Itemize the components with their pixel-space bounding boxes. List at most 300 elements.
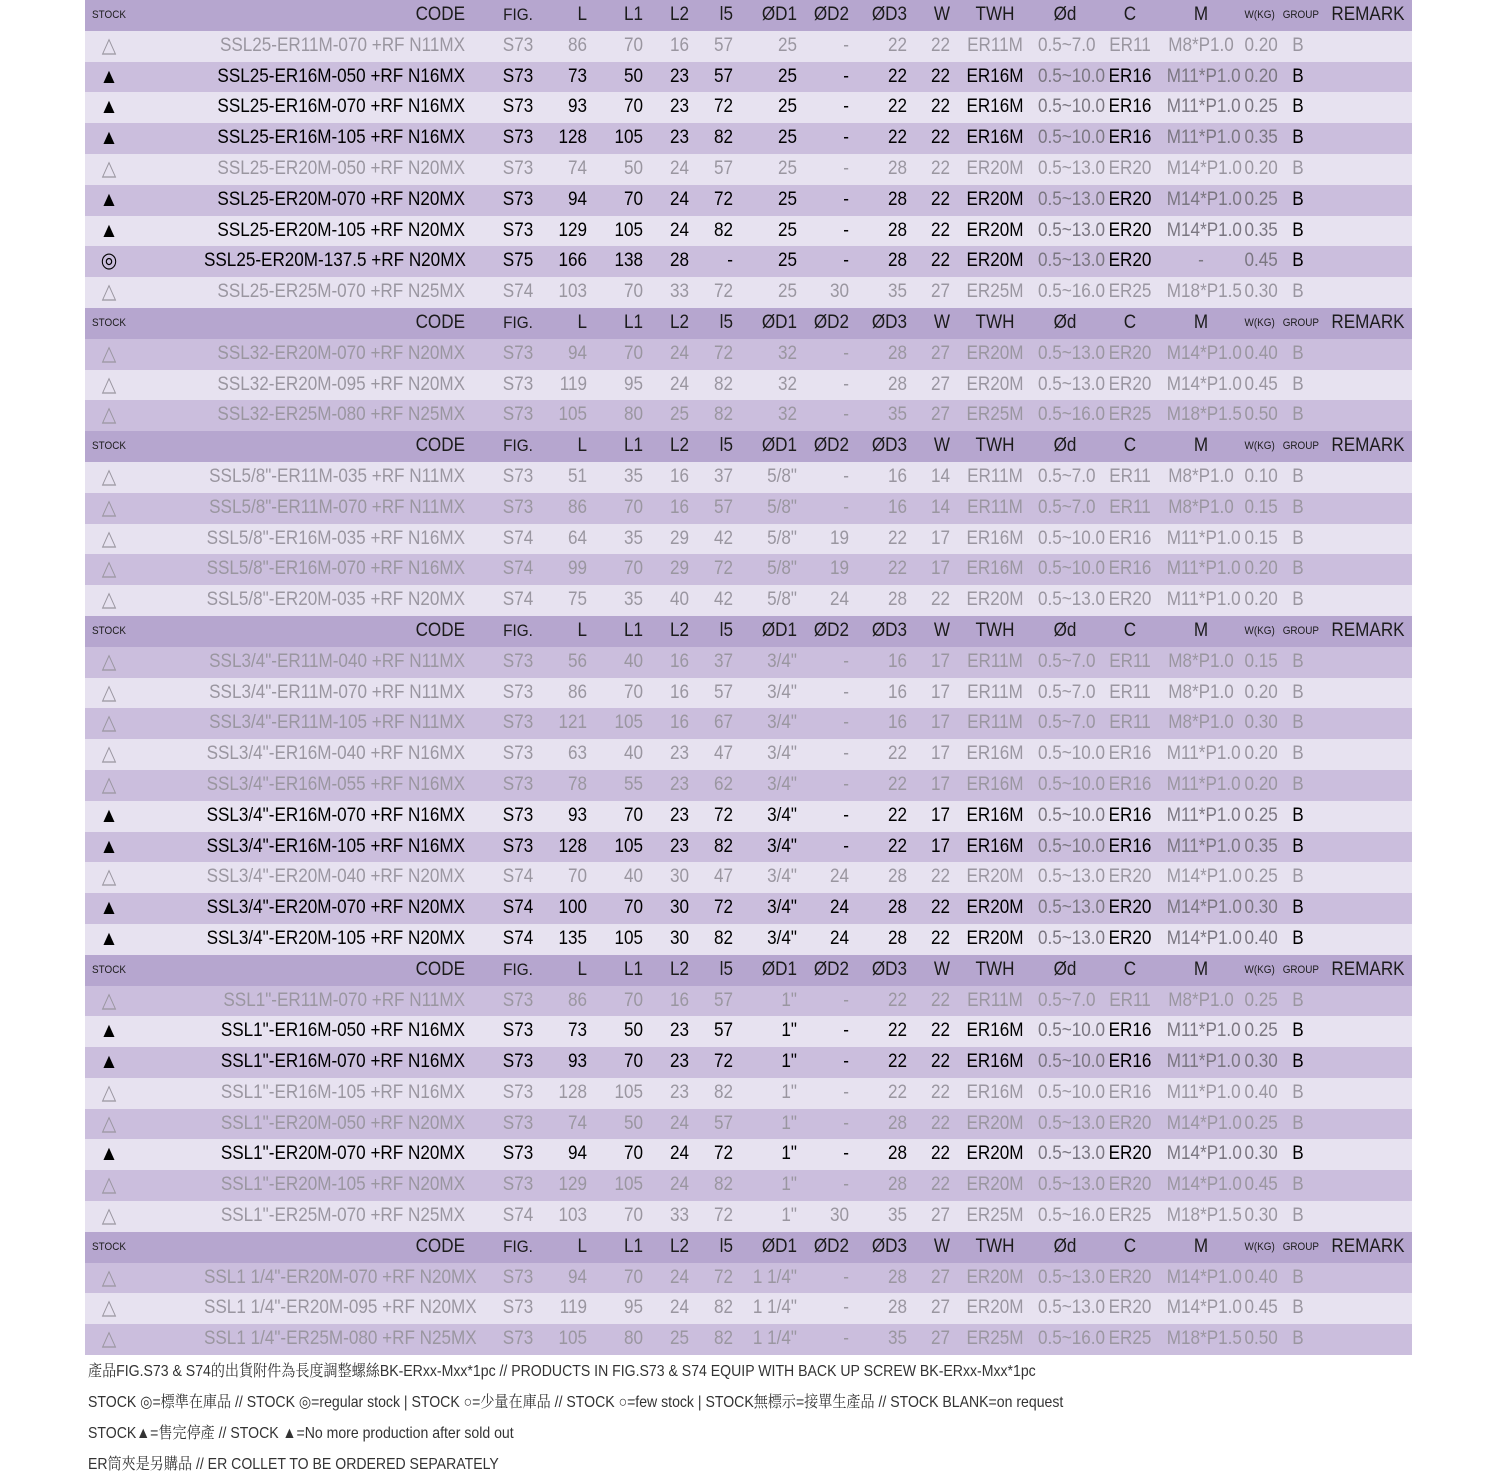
cell-l: 129	[558, 1174, 587, 1196]
header-m: M	[1193, 619, 1209, 641]
cell-remark	[1329, 524, 1406, 555]
cell-d3: 28	[887, 373, 907, 395]
cell-d1: 1"	[781, 1081, 797, 1103]
cell-twh: ER16M	[966, 804, 1024, 826]
cell-l2: 30	[669, 897, 689, 919]
stock-symbol-icon: △	[101, 1080, 117, 1104]
table-row	[85, 400, 1412, 431]
cell-wkg: 0.15	[1244, 527, 1278, 549]
cell-l1: 105	[614, 127, 643, 149]
header-l5: l5	[719, 4, 733, 25]
header-code: CODE	[415, 311, 465, 333]
cell-wkg: 0.50	[1244, 404, 1278, 426]
cell-wkg: 0.30	[1244, 897, 1278, 919]
cell-l2: 23	[669, 804, 689, 826]
cell-l2: 23	[669, 835, 689, 857]
cell-d1: 25	[777, 65, 797, 87]
cell-code: SSL1"-ER16M-070 +RF N16MX	[220, 1051, 465, 1073]
cell-twh: ER20M	[966, 897, 1024, 919]
table-row	[85, 339, 1412, 370]
cell-l: 86	[567, 681, 587, 703]
cell-d3: 22	[887, 1081, 907, 1103]
cell-od: 0.5~10.0	[1038, 1051, 1106, 1073]
cell-l2: 23	[669, 773, 689, 795]
cell-d1: 1"	[781, 1205, 797, 1227]
cell-group: B	[1292, 250, 1304, 272]
cell-twh: ER16M	[966, 527, 1024, 549]
cell-c: ER16	[1108, 1081, 1152, 1103]
cell-od: 0.5~13.0	[1038, 219, 1106, 241]
cell-w: 22	[930, 1051, 950, 1073]
cell-od: 0.5~10.0	[1038, 527, 1106, 549]
cell-group: B	[1292, 219, 1304, 241]
cell-l2: 24	[669, 1266, 689, 1288]
cell-fig: S73	[502, 989, 534, 1011]
cell-l5: 72	[713, 342, 733, 364]
cell-group: B	[1292, 681, 1304, 703]
cell-wkg: 0.25	[1244, 989, 1278, 1011]
cell-l1: 105	[614, 219, 643, 241]
cell-code: SSL3/4"-ER20M-105 +RF N20MX	[206, 927, 465, 949]
header-wkg: W(KG)	[1244, 316, 1275, 329]
cell-d2: -	[843, 804, 849, 826]
cell-l1: 35	[623, 589, 643, 611]
cell-twh: ER20M	[966, 373, 1024, 395]
cell-l: 128	[558, 835, 587, 857]
cell-l1: 70	[623, 1051, 643, 1073]
cell-d2: -	[843, 250, 849, 272]
cell-l1: 70	[623, 1205, 643, 1227]
cell-code: SSL1"-ER20M-050 +RF N20MX	[220, 1112, 465, 1134]
table-row	[85, 893, 1412, 924]
cell-fig: S73	[502, 127, 534, 149]
cell-remark	[1329, 554, 1406, 585]
cell-fig: S73	[502, 1266, 534, 1288]
cell-d2: -	[843, 681, 849, 703]
header-stock: STOCK	[92, 316, 126, 329]
header-group: GROUP	[1282, 624, 1320, 637]
cell-twh: ER11M	[967, 465, 1023, 487]
header-od: Ød	[1053, 1235, 1077, 1257]
cell-code: SSL25-ER16M-070 +RF N16MX	[217, 96, 465, 118]
header-d3: ØD3	[871, 958, 907, 980]
cell-l5: 42	[713, 527, 733, 549]
cell-code: SSL5/8"-ER16M-070 +RF N16MX	[206, 558, 465, 580]
cell-m: M18*P1.5	[1166, 281, 1242, 303]
header-d1: ØD1	[761, 311, 797, 333]
cell-c: ER20	[1108, 866, 1152, 888]
cell-m: M11*P1.0	[1166, 743, 1241, 765]
cell-l1: 70	[623, 496, 643, 518]
cell-l2: 28	[669, 250, 689, 272]
cell-d2: -	[843, 1020, 849, 1042]
cell-wkg: 0.25	[1244, 866, 1278, 888]
header-remark: REMARK	[1331, 4, 1405, 25]
cell-fig: S73	[502, 96, 534, 118]
cell-l2: 24	[669, 1143, 689, 1165]
stock-symbol-icon: ▲	[99, 1019, 119, 1043]
stock-symbol-icon: △	[101, 711, 117, 735]
cell-m: M8*P1.0	[1168, 496, 1234, 518]
cell-d3: 22	[887, 96, 907, 118]
cell-fig: S73	[502, 804, 534, 826]
cell-l1: 80	[623, 404, 643, 426]
cell-remark	[1329, 739, 1406, 770]
cell-group: B	[1292, 1143, 1304, 1165]
cell-l2: 29	[669, 527, 689, 549]
cell-w: 17	[930, 681, 950, 703]
cell-twh: ER16M	[966, 558, 1024, 580]
cell-fig: S73	[502, 65, 534, 87]
header-l1: L1	[623, 311, 643, 333]
cell-l: 166	[558, 250, 587, 272]
header-wkg: W(KG)	[1244, 1240, 1275, 1253]
stock-symbol-icon: △	[101, 649, 117, 673]
header-fig: FIG.	[503, 620, 533, 640]
cell-w: 27	[930, 281, 950, 303]
stock-symbol-icon: △	[101, 33, 117, 57]
cell-code: SSL5/8"-ER11M-070 +RF N11MX	[209, 496, 465, 518]
cell-d3: 16	[887, 465, 907, 487]
cell-w: 17	[930, 804, 950, 826]
header-row	[85, 0, 1412, 31]
cell-d3: 35	[887, 1205, 907, 1227]
cell-w: 22	[930, 866, 950, 888]
header-d2: ØD2	[813, 619, 849, 641]
cell-c: ER20	[1108, 927, 1152, 949]
cell-code: SSL3/4"-ER20M-040 +RF N20MX	[206, 866, 465, 888]
cell-l1: 70	[623, 188, 643, 210]
cell-d3: 28	[887, 927, 907, 949]
cell-l5: 82	[713, 373, 733, 395]
cell-d1: 3/4"	[767, 835, 797, 857]
cell-od: 0.5~13.0	[1038, 342, 1106, 364]
cell-d1: 1"	[781, 1174, 797, 1196]
cell-twh: ER11M	[967, 989, 1023, 1011]
cell-l5: 37	[713, 650, 733, 672]
cell-wkg: 0.10	[1244, 465, 1278, 487]
cell-m: M8*P1.0	[1168, 34, 1234, 56]
cell-w: 22	[930, 927, 950, 949]
cell-twh: ER20M	[966, 1143, 1024, 1165]
cell-w: 27	[930, 404, 950, 426]
cell-od: 0.5~16.0	[1038, 1328, 1106, 1350]
cell-remark	[1329, 1324, 1406, 1355]
stock-symbol-icon: △	[101, 1204, 117, 1228]
cell-twh: ER20M	[966, 866, 1024, 888]
cell-m: M14*P1.0	[1166, 219, 1242, 241]
cell-wkg: 0.15	[1244, 650, 1278, 672]
cell-l5: 57	[713, 1112, 733, 1134]
stock-symbol-icon: △	[101, 680, 117, 704]
cell-fig: S73	[502, 1174, 534, 1196]
cell-l5: 57	[713, 496, 733, 518]
cell-od: 0.5~10.0	[1038, 65, 1106, 87]
stock-symbol-icon: ▲	[99, 803, 119, 827]
cell-w: 22	[930, 1174, 950, 1196]
header-row	[85, 955, 1412, 986]
cell-l: 51	[567, 465, 587, 487]
header-d1: ØD1	[761, 619, 797, 641]
cell-l2: 16	[669, 989, 689, 1011]
cell-l: 135	[558, 927, 587, 949]
cell-twh: ER11M	[967, 650, 1023, 672]
cell-fig: S73	[502, 773, 534, 795]
header-m: M	[1193, 4, 1209, 25]
cell-w: 14	[930, 496, 950, 518]
cell-remark	[1329, 339, 1406, 370]
cell-d2: -	[843, 157, 849, 179]
header-wkg: W(KG)	[1244, 440, 1275, 453]
cell-remark	[1329, 647, 1406, 678]
cell-l2: 16	[669, 34, 689, 56]
header-code: CODE	[415, 4, 465, 25]
cell-w: 17	[930, 773, 950, 795]
header-c: C	[1123, 1235, 1137, 1257]
cell-d2: -	[843, 989, 849, 1011]
cell-remark	[1329, 400, 1406, 431]
cell-d3: 28	[887, 188, 907, 210]
cell-l2: 33	[669, 281, 689, 303]
table-row	[85, 554, 1412, 585]
header-code: CODE	[415, 958, 465, 980]
cell-c: ER11	[1109, 496, 1151, 518]
cell-l1: 105	[614, 927, 643, 949]
table-row	[85, 524, 1412, 555]
cell-wkg: 0.25	[1244, 188, 1278, 210]
cell-remark	[1329, 370, 1406, 401]
cell-c: ER16	[1108, 1020, 1152, 1042]
cell-remark	[1329, 1263, 1406, 1294]
cell-d1: 32	[777, 373, 797, 395]
cell-l: 121	[558, 712, 587, 734]
cell-d2: 30	[829, 281, 849, 303]
cell-fig: S73	[502, 496, 534, 518]
cell-l: 119	[559, 373, 587, 395]
cell-fig: S73	[502, 34, 534, 56]
cell-wkg: 0.25	[1244, 804, 1278, 826]
stock-symbol-icon: △	[101, 988, 117, 1012]
cell-fig: S73	[502, 835, 534, 857]
cell-m: M11*P1.0	[1166, 589, 1241, 611]
cell-twh: ER16M	[966, 1020, 1024, 1042]
cell-od: 0.5~7.0	[1038, 465, 1096, 487]
cell-code: SSL3/4"-ER11M-040 +RF N11MX	[209, 650, 465, 672]
cell-d3: 28	[887, 1143, 907, 1165]
note-discontinued: STOCK▲=售完停產 // STOCK ▲=No more production after sold out	[88, 1425, 514, 1442]
table-row	[85, 801, 1412, 832]
cell-d1: 1"	[781, 1112, 797, 1134]
cell-d2: 24	[829, 927, 849, 949]
cell-od: 0.5~10.0	[1038, 558, 1106, 580]
cell-l1: 55	[623, 773, 643, 795]
cell-wkg: 0.25	[1244, 1112, 1278, 1134]
header-row	[85, 1232, 1412, 1263]
cell-l5: 57	[713, 157, 733, 179]
cell-twh: ER16M	[966, 773, 1024, 795]
header-l1: L1	[623, 619, 643, 641]
header-twh: TWH	[975, 619, 1015, 641]
table-row	[85, 31, 1412, 62]
cell-d1: 5/8"	[767, 589, 797, 611]
cell-group: B	[1292, 281, 1304, 303]
cell-c: ER11	[1109, 650, 1151, 672]
cell-od: 0.5~13.0	[1038, 1143, 1106, 1165]
cell-m: M11*P1.0	[1166, 773, 1241, 795]
header-l1: L1	[623, 958, 643, 980]
cell-d3: 28	[887, 342, 907, 364]
cell-d2: -	[843, 1112, 849, 1134]
cell-fig: S74	[502, 558, 534, 580]
cell-d2: -	[843, 712, 849, 734]
cell-code: SSL3/4"-ER16M-040 +RF N16MX	[206, 743, 465, 765]
cell-c: ER20	[1108, 897, 1152, 919]
cell-remark	[1329, 216, 1406, 247]
cell-code: SSL1"-ER25M-070 +RF N25MX	[220, 1205, 465, 1227]
cell-d3: 22	[887, 989, 907, 1011]
cell-remark	[1329, 493, 1406, 524]
cell-w: 22	[930, 897, 950, 919]
cell-od: 0.5~10.0	[1038, 835, 1106, 857]
cell-w: 22	[930, 1112, 950, 1134]
cell-fig: S74	[502, 1205, 534, 1227]
cell-od: 0.5~16.0	[1038, 281, 1106, 303]
cell-d1: 3/4"	[767, 897, 797, 919]
cell-code: SSL3/4"-ER16M-055 +RF N16MX	[206, 773, 465, 795]
cell-remark	[1329, 462, 1406, 493]
cell-fig: S75	[502, 250, 534, 272]
cell-d3: 28	[887, 1297, 907, 1319]
cell-w: 17	[930, 743, 950, 765]
cell-wkg: 0.25	[1244, 96, 1278, 118]
cell-code: SSL32-ER25M-080 +RF N25MX	[217, 404, 465, 426]
stock-symbol-icon: △	[101, 588, 117, 612]
cell-d3: 22	[887, 1051, 907, 1073]
cell-d3: 28	[887, 1266, 907, 1288]
cell-c: ER16	[1108, 127, 1152, 149]
cell-od: 0.5~13.0	[1038, 188, 1106, 210]
cell-w: 22	[930, 250, 950, 272]
cell-l1: 70	[623, 281, 643, 303]
cell-l: 94	[567, 1143, 587, 1165]
cell-remark	[1329, 1047, 1406, 1078]
cell-l1: 40	[623, 650, 643, 672]
cell-d2: -	[843, 1143, 849, 1165]
cell-remark	[1329, 123, 1406, 154]
cell-d3: 28	[887, 1112, 907, 1134]
cell-l2: 16	[669, 465, 689, 487]
header-c: C	[1123, 4, 1137, 25]
cell-w: 27	[930, 1205, 950, 1227]
cell-l5: 72	[713, 1266, 733, 1288]
cell-code: SSL5/8"-ER16M-035 +RF N16MX	[206, 527, 465, 549]
cell-c: ER20	[1108, 373, 1152, 395]
cell-group: B	[1292, 157, 1304, 179]
cell-m: M18*P1.5	[1166, 404, 1242, 426]
header-remark: REMARK	[1331, 958, 1405, 980]
cell-fig: S74	[502, 866, 534, 888]
header-l1: L1	[623, 435, 643, 457]
header-l5: l5	[719, 1235, 733, 1257]
cell-c: ER16	[1108, 804, 1152, 826]
cell-w: 17	[930, 650, 950, 672]
cell-d1: 25	[777, 34, 797, 56]
cell-l2: 24	[669, 1112, 689, 1134]
cell-w: 17	[930, 835, 950, 857]
stock-symbol-icon: ▲	[99, 64, 119, 88]
cell-d3: 28	[887, 157, 907, 179]
cell-l2: 29	[669, 558, 689, 580]
cell-l5: 67	[713, 712, 733, 734]
cell-wkg: 0.45	[1244, 250, 1278, 272]
cell-m: M14*P1.0	[1166, 188, 1242, 210]
cell-d2: -	[843, 1174, 849, 1196]
header-m: M	[1193, 435, 1209, 457]
cell-d1: 5/8"	[767, 558, 797, 580]
table-row	[85, 1324, 1412, 1355]
cell-twh: ER20M	[966, 219, 1024, 241]
cell-c: ER20	[1108, 157, 1152, 179]
cell-code: SSL25-ER20M-137.5 +RF N20MX	[204, 250, 466, 272]
cell-m: M8*P1.0	[1168, 712, 1234, 734]
cell-c: ER20	[1108, 250, 1152, 272]
cell-l2: 23	[669, 1020, 689, 1042]
cell-wkg: 0.20	[1244, 157, 1278, 179]
stock-symbol-icon: △	[101, 557, 117, 581]
cell-group: B	[1292, 527, 1304, 549]
cell-fig: S73	[502, 373, 534, 395]
header-group: GROUP	[1282, 316, 1320, 329]
header-w: W	[933, 619, 950, 641]
cell-l1: 70	[623, 1266, 643, 1288]
table-row	[85, 1263, 1412, 1294]
cell-wkg: 0.20	[1244, 743, 1278, 765]
cell-l1: 50	[623, 1112, 643, 1134]
cell-w: 22	[930, 219, 950, 241]
cell-wkg: 0.30	[1244, 1143, 1278, 1165]
cell-c: ER20	[1108, 1112, 1152, 1134]
cell-d1: 3/4"	[767, 650, 797, 672]
cell-l: 73	[567, 65, 587, 87]
cell-c: ER16	[1108, 743, 1152, 765]
cell-fig: S74	[502, 927, 534, 949]
cell-d1: 5/8"	[767, 465, 797, 487]
note-collet-separate: ER筒夾是另購品 // ER COLLET TO BE ORDERED SEPARATELY	[88, 1456, 499, 1473]
note-back-up-screw: 產品FIG.S73 & S74的出貨附件為長度調整螺絲BK-ERxx-Mxx*1pc // PRODUCTS IN FIG.S73 & S74 EQUIP WITH BACK UP SCREW BK-ERxx-Mxx*1pc	[88, 1363, 1036, 1380]
header-m: M	[1193, 311, 1209, 333]
cell-l5: 72	[713, 1205, 733, 1227]
cell-w: 22	[930, 589, 950, 611]
cell-remark	[1329, 1201, 1406, 1232]
stock-symbol-icon: ▲	[99, 95, 119, 119]
header-d3: ØD3	[871, 4, 907, 25]
cell-d3: 35	[887, 404, 907, 426]
table-row	[85, 678, 1412, 709]
cell-l: 86	[567, 496, 587, 518]
cell-m: M14*P1.0	[1166, 927, 1242, 949]
cell-l5: 72	[713, 96, 733, 118]
header-l5: l5	[719, 435, 733, 457]
cell-od: 0.5~10.0	[1038, 127, 1106, 149]
cell-m: M11*P1.0	[1166, 804, 1241, 826]
cell-code: SSL32-ER20M-070 +RF N20MX	[217, 342, 465, 364]
cell-fig: S74	[502, 527, 534, 549]
header-c: C	[1123, 311, 1137, 333]
header-row	[85, 431, 1412, 462]
cell-remark	[1329, 31, 1406, 62]
cell-l1: 105	[614, 835, 643, 857]
cell-group: B	[1292, 65, 1304, 87]
